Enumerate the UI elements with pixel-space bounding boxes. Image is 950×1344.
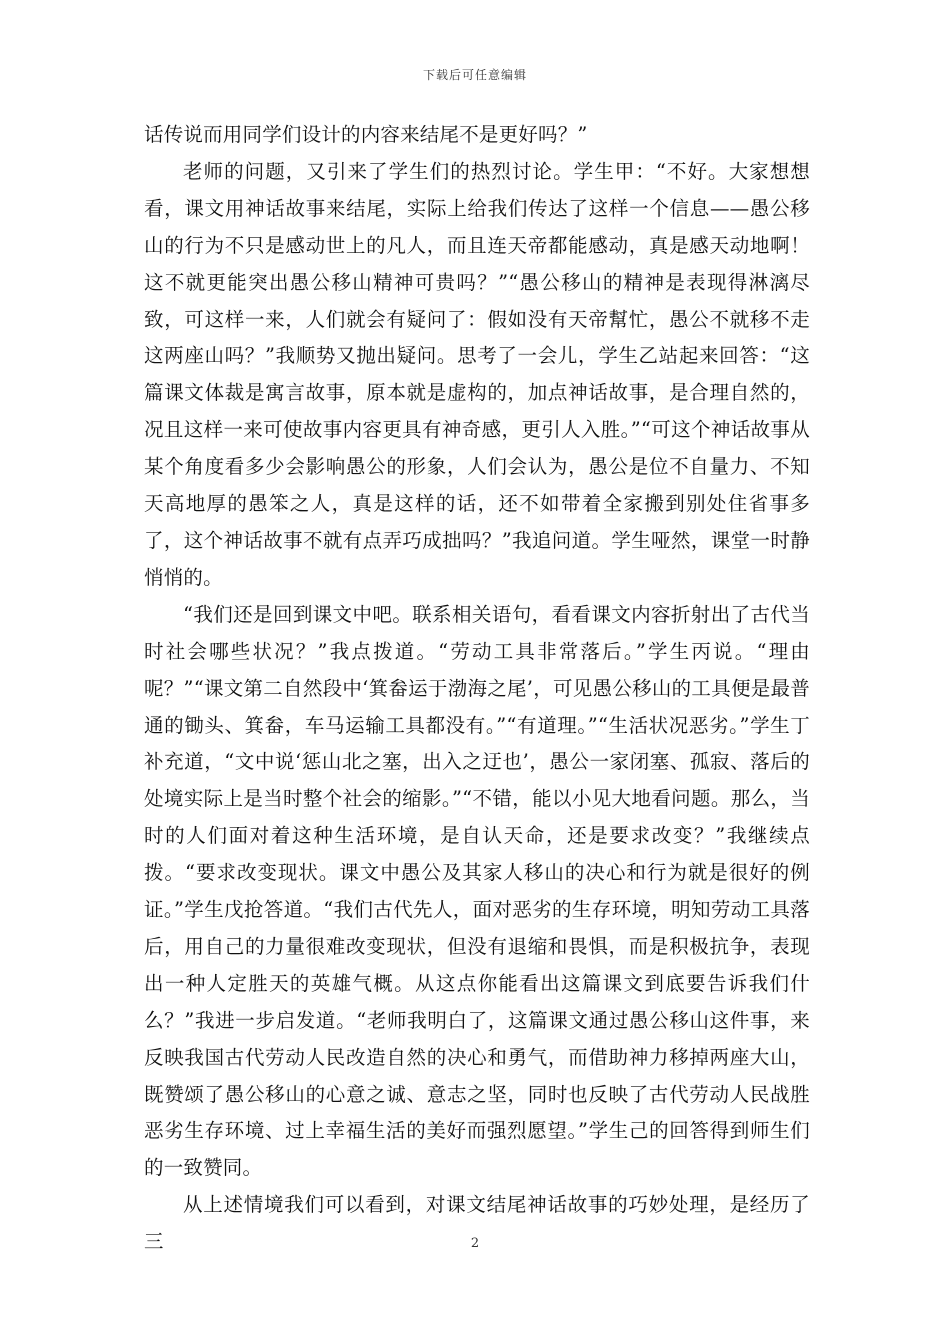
paragraph-guidance: “我们还是回到课文中吧。联系相关语句，看看课文内容折射出了古代当时社会哪些状况？”我点拨道。“劳动工具非常落后。”学生丙说。“理由呢？”“课文第二自然段中‘箕畚运于渤海之尾’，可见愚公移山的工具便是最普通的锄头、箕畚，车马运输工具都没有。”“有道理。”“生活状况恶劣。”学生丁补充道，“文中说‘惩山北之塞，出入之迂也’，愚公一家闭塞、孤寂、落后的处境实际上是当时整个社会的缩影。”“不错，能以小见大地看问题。那么，当时的人们面对着这种生活环境，是自认天命，还是要求改变？”我继续点拨。“要求改变现状。课文中愚公及其家人移山的决心和行为就是很好的例证。”学生戊抢答道。“我们古代先人，面对恶劣的生存环境，明知劳动工具落后，用自己的力量很难改变现状，但没有退缩和畏惧，而是积极抗争，表现出一种人定胜天的英雄气概。从这点你能看出这篇课文到底要告诉我们什么？”我进一步启发道。“老师我明白了，这篇课文通过愚公移山这件事，来反映我国古代劳动人民改造自然的决心和勇气，而借助神力移掉两座大山，既赞颂了愚公移山的心意之诚、意志之坚，同时也反映了古代劳动人民战胜恶劣生存环境、过上幸福生活的美好而强烈愿望。”学生己的回答得到师生们的一致赞同。 xyxy=(144,602,810,1180)
paragraph-continuation: 话传说而用同学们设计的内容来结尾不是更好吗？” xyxy=(144,123,588,146)
page-header: 下载后可任意编辑 xyxy=(422,68,527,82)
page-number: 2 xyxy=(470,1236,480,1251)
paragraph-conclusion: 从上述情境我们可以看到，对课文结尾神话故事的巧妙处理，是经历了三 xyxy=(144,1193,810,1254)
body-text xyxy=(144,117,810,1261)
paragraph-discussion: 老师的问题，又引来了学生们的热烈讨论。学生甲：“不好。大家想想看，课文用神话故事来结尾，实际上给我们传达了这样一个信息——愚公移山的行为不只是感动世上的凡人，而且连天帝都能感动，真是感天动地啊！这不就更能突出愚公移山精神可贵吗？”“愚公移山的精神是表现得淋漓尽致，可这样一来，人们就会有疑问了：假如没有天帝幫忙，愚公不就移不走这两座山吗？”我顺势又抛出疑问。思考了一会儿，学生乙站起来回答：“这篇课文体裁是寓言故事，原本就是虚构的，加点神话故事，是合理自然的，况且这样一来可使故事内容更具有神奇感，更引人入胜。”“可这个神话故事从某个角度看多少会影响愚公的形象，人们会认为，愚公是位不自量力、不知天高地厚的愚笨之人，真是这样的话，还不如带着全家搬到别处住省事多了，这个神话故事不就有点弄巧成拙吗？”我追问道。学生哑然，课堂一时静悄悄的。 xyxy=(144,159,810,589)
